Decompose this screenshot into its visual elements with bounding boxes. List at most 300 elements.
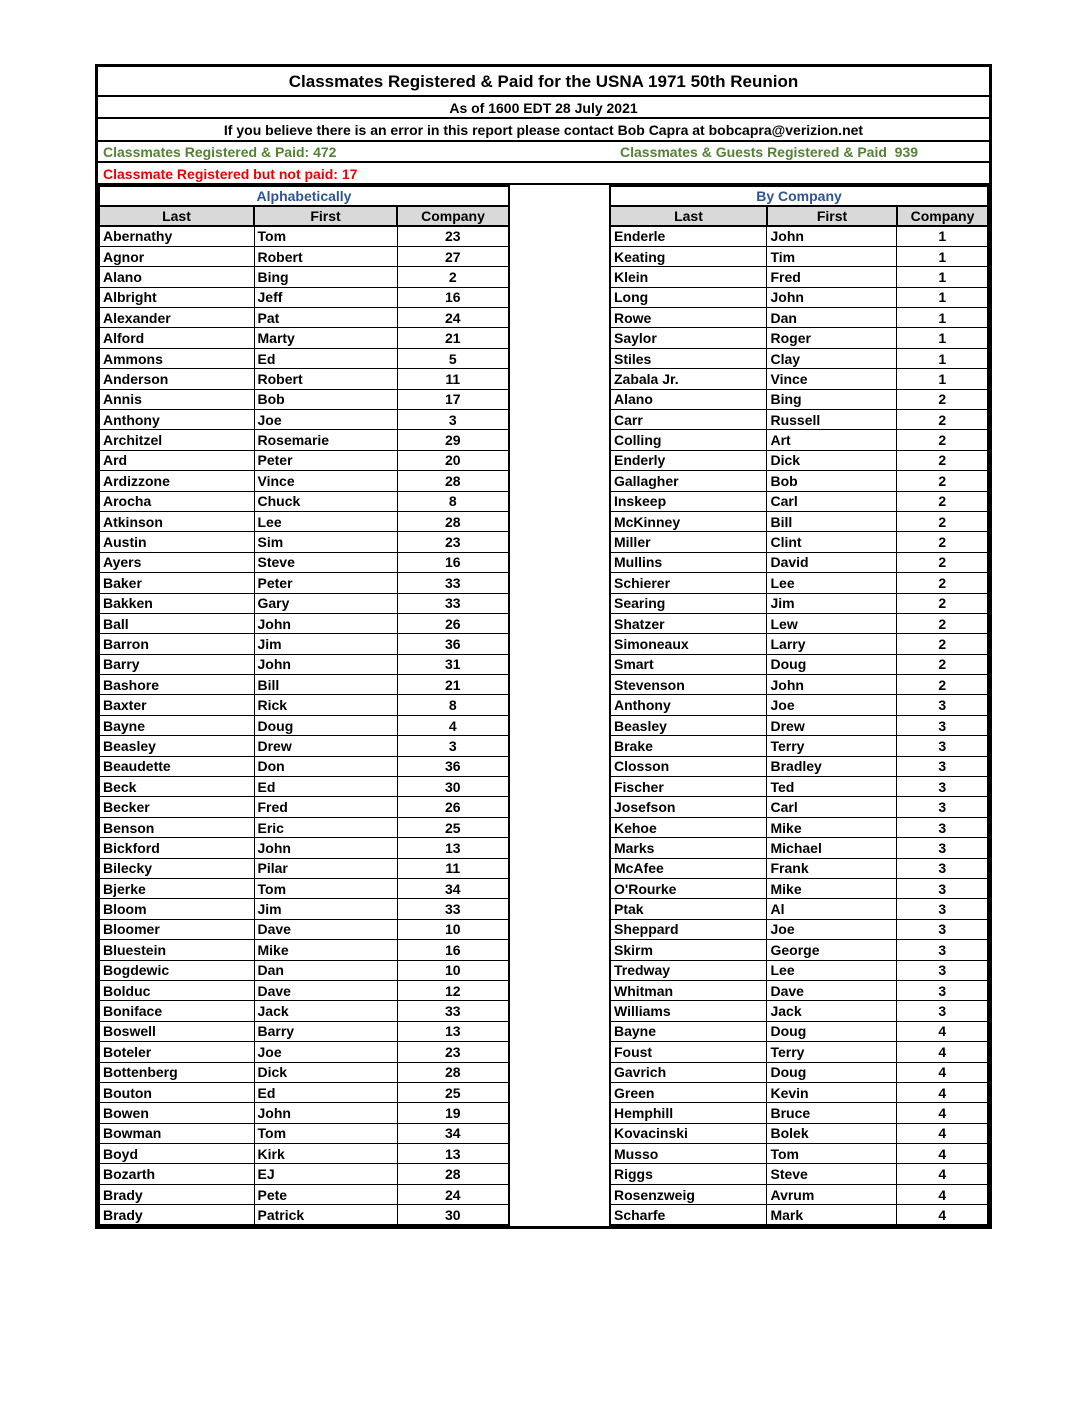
- first-name-cell: Ed: [254, 777, 397, 797]
- company-number-cell: 23: [397, 532, 509, 552]
- column-header-last: Last: [99, 206, 254, 226]
- company-number-cell: 33: [397, 573, 509, 593]
- company-number-cell: 3: [397, 736, 509, 756]
- table-row: [99, 797, 509, 817]
- last-name-cell: Tredway: [610, 960, 767, 980]
- table-row: [610, 1021, 988, 1041]
- first-name-cell: Mike: [254, 940, 397, 960]
- table-row: [610, 1144, 988, 1164]
- first-name-cell: Steve: [254, 552, 397, 572]
- company-number-cell: 23: [397, 1042, 509, 1062]
- last-name-cell: Stevenson: [610, 675, 767, 695]
- table-row: [99, 919, 509, 939]
- table-row: [99, 858, 509, 878]
- last-name-cell: Miller: [610, 532, 767, 552]
- company-number-cell: 19: [397, 1103, 509, 1123]
- table-row: [99, 960, 509, 980]
- table-row: [610, 226, 988, 246]
- table-row: [610, 348, 988, 368]
- column-header-first: First: [254, 206, 397, 226]
- first-name-cell: Kirk: [254, 1144, 397, 1164]
- first-name-cell: John: [254, 654, 397, 674]
- last-name-cell: Alexander: [99, 308, 254, 328]
- company-number-cell: 2: [897, 511, 988, 531]
- last-name-cell: Bakken: [99, 593, 254, 613]
- last-name-cell: McKinney: [610, 511, 767, 531]
- last-name-cell: Austin: [99, 532, 254, 552]
- company-number-cell: 25: [397, 1082, 509, 1102]
- last-name-cell: Saylor: [610, 328, 767, 348]
- table-row: [99, 1021, 509, 1041]
- company-number-cell: 2: [897, 634, 988, 654]
- first-name-cell: Terry: [767, 736, 897, 756]
- first-name-cell: Bob: [767, 471, 897, 491]
- first-name-cell: Tom: [254, 879, 397, 899]
- first-name-cell: David: [767, 552, 897, 572]
- company-number-cell: 24: [397, 1184, 509, 1204]
- first-name-cell: John: [767, 226, 897, 246]
- first-name-cell: Bill: [767, 511, 897, 531]
- first-name-cell: Joe: [767, 919, 897, 939]
- table-row: [610, 450, 988, 470]
- company-number-cell: 1: [897, 267, 988, 287]
- company-number-cell: 31: [397, 654, 509, 674]
- last-name-cell: Benson: [99, 817, 254, 837]
- table-row: [99, 226, 509, 246]
- table-row: [610, 919, 988, 939]
- column-header-company: Company: [397, 206, 509, 226]
- company-number-cell: 10: [397, 919, 509, 939]
- last-name-cell: Simoneaux: [610, 634, 767, 654]
- last-name-cell: Becker: [99, 797, 254, 817]
- company-number-cell: 3: [897, 980, 988, 1000]
- company-number-cell: 2: [897, 613, 988, 633]
- company-number-cell: 2: [897, 430, 988, 450]
- company-number-cell: 2: [897, 675, 988, 695]
- company-number-cell: 1: [897, 226, 988, 246]
- first-name-cell: Lee: [767, 960, 897, 980]
- first-name-cell: Peter: [254, 573, 397, 593]
- table-row: [610, 1184, 988, 1204]
- last-name-cell: Ammons: [99, 348, 254, 368]
- company-number-cell: 3: [897, 736, 988, 756]
- company-number-cell: 4: [897, 1082, 988, 1102]
- table-row: [99, 838, 509, 858]
- last-name-cell: Baker: [99, 573, 254, 593]
- company-number-cell: 1: [897, 369, 988, 389]
- company-number-cell: 11: [397, 369, 509, 389]
- company-number-cell: 28: [397, 1164, 509, 1184]
- table-row: [99, 593, 509, 613]
- company-number-cell: 4: [897, 1103, 988, 1123]
- company-number-cell: 17: [397, 389, 509, 409]
- company-number-cell: 1: [897, 246, 988, 266]
- last-name-cell: Brady: [99, 1184, 254, 1204]
- registered-not-paid-count: Classmate Registered but not paid: 17: [103, 166, 358, 182]
- company-number-cell: 3: [897, 797, 988, 817]
- table-row: [610, 410, 988, 430]
- column-header-last: Last: [610, 206, 767, 226]
- company-number-cell: 3: [897, 756, 988, 776]
- table-row: [99, 1205, 509, 1225]
- first-name-cell: Gary: [254, 593, 397, 613]
- first-name-cell: Bing: [767, 389, 897, 409]
- alphabetical-table: [98, 185, 510, 1226]
- last-name-cell: Bjerke: [99, 879, 254, 899]
- first-name-cell: Lee: [254, 511, 397, 531]
- company-number-cell: 4: [897, 1062, 988, 1082]
- first-name-cell: Dave: [767, 980, 897, 1000]
- last-name-cell: Bozarth: [99, 1164, 254, 1184]
- last-name-cell: Abernathy: [99, 226, 254, 246]
- as-of-timestamp: As of 1600 EDT 28 July 2021: [98, 97, 989, 119]
- table-row: [99, 817, 509, 837]
- table-row: [99, 532, 509, 552]
- last-name-cell: Whitman: [610, 980, 767, 1000]
- table-row: [99, 1123, 509, 1143]
- table-row: [610, 879, 988, 899]
- company-number-cell: 2: [897, 450, 988, 470]
- company-number-cell: 3: [897, 777, 988, 797]
- table-row: [610, 389, 988, 409]
- table-row: [99, 369, 509, 389]
- company-number-cell: 24: [397, 308, 509, 328]
- first-name-cell: Kevin: [767, 1082, 897, 1102]
- company-number-cell: 2: [897, 532, 988, 552]
- last-name-cell: Architzel: [99, 430, 254, 450]
- table-row: [610, 695, 988, 715]
- table-row: [99, 573, 509, 593]
- first-name-cell: Drew: [254, 736, 397, 756]
- table-row: [99, 879, 509, 899]
- table-row: [99, 1103, 509, 1123]
- last-name-cell: Rosenzweig: [610, 1184, 767, 1204]
- company-number-cell: 21: [397, 675, 509, 695]
- last-name-cell: Enderly: [610, 450, 767, 470]
- table-row: [99, 287, 509, 307]
- first-name-cell: EJ: [254, 1164, 397, 1184]
- first-name-cell: Drew: [767, 715, 897, 735]
- company-number-cell: 8: [397, 491, 509, 511]
- table-row: [610, 532, 988, 552]
- company-number-cell: 30: [397, 1205, 509, 1225]
- first-name-cell: Pat: [254, 308, 397, 328]
- company-number-cell: 2: [897, 573, 988, 593]
- company-number-cell: 20: [397, 450, 509, 470]
- last-name-cell: Alano: [610, 389, 767, 409]
- last-name-cell: Kehoe: [610, 817, 767, 837]
- first-name-cell: John: [254, 838, 397, 858]
- company-number-cell: 13: [397, 1144, 509, 1164]
- table-row: [99, 328, 509, 348]
- last-name-cell: Bickford: [99, 838, 254, 858]
- last-name-cell: Bayne: [99, 715, 254, 735]
- first-name-cell: Bruce: [767, 1103, 897, 1123]
- last-name-cell: Bloom: [99, 899, 254, 919]
- first-name-cell: Russell: [767, 410, 897, 430]
- company-number-cell: 2: [897, 552, 988, 572]
- company-number-cell: 2: [897, 410, 988, 430]
- last-name-cell: Arocha: [99, 491, 254, 511]
- first-name-cell: Roger: [767, 328, 897, 348]
- first-name-cell: Dick: [767, 450, 897, 470]
- table-row: [610, 654, 988, 674]
- company-number-cell: 28: [397, 1062, 509, 1082]
- classmates-guests-paid-count: Classmates & Guests Registered & Paid 939: [620, 144, 919, 160]
- first-name-cell: Doug: [767, 1062, 897, 1082]
- last-name-cell: Bluestein: [99, 940, 254, 960]
- table-row: [610, 1205, 988, 1225]
- table-row: [610, 838, 988, 858]
- last-name-cell: Alford: [99, 328, 254, 348]
- first-name-cell: Avrum: [767, 1184, 897, 1204]
- last-name-cell: Riggs: [610, 1164, 767, 1184]
- last-name-cell: Boswell: [99, 1021, 254, 1041]
- table-row: [610, 1042, 988, 1062]
- last-name-cell: Foust: [610, 1042, 767, 1062]
- company-number-cell: 25: [397, 817, 509, 837]
- last-name-cell: Ptak: [610, 899, 767, 919]
- company-number-cell: 3: [897, 1001, 988, 1021]
- last-name-cell: Albright: [99, 287, 254, 307]
- last-name-cell: Klein: [610, 267, 767, 287]
- first-name-cell: Jim: [767, 593, 897, 613]
- last-name-cell: Bilecky: [99, 858, 254, 878]
- last-name-cell: Boteler: [99, 1042, 254, 1062]
- last-name-cell: Schierer: [610, 573, 767, 593]
- last-name-cell: Barry: [99, 654, 254, 674]
- first-name-cell: Jack: [767, 1001, 897, 1021]
- table-row: [99, 511, 509, 531]
- table-row: [99, 1042, 509, 1062]
- company-number-cell: 11: [397, 858, 509, 878]
- company-number-cell: 28: [397, 471, 509, 491]
- company-number-cell: 16: [397, 287, 509, 307]
- company-number-cell: 28: [397, 511, 509, 531]
- company-number-cell: 34: [397, 1123, 509, 1143]
- table-row: [99, 736, 509, 756]
- first-name-cell: Bob: [254, 389, 397, 409]
- company-number-cell: 4: [897, 1205, 988, 1225]
- table-gap-column: [510, 185, 609, 1226]
- last-name-cell: Alano: [99, 267, 254, 287]
- last-name-cell: Inskeep: [610, 491, 767, 511]
- table-row: [610, 899, 988, 919]
- company-number-cell: 2: [897, 654, 988, 674]
- first-name-cell: Mike: [767, 879, 897, 899]
- first-name-cell: Tom: [254, 1123, 397, 1143]
- first-name-cell: Rosemarie: [254, 430, 397, 450]
- table-row: [99, 1184, 509, 1204]
- first-name-cell: Pilar: [254, 858, 397, 878]
- first-name-cell: Jim: [254, 899, 397, 919]
- table-row: [99, 471, 509, 491]
- last-name-cell: Josefson: [610, 797, 767, 817]
- company-number-cell: 3: [397, 410, 509, 430]
- first-name-cell: Dan: [767, 308, 897, 328]
- report-sheet: [95, 64, 992, 1229]
- first-name-cell: George: [767, 940, 897, 960]
- last-name-cell: Searing: [610, 593, 767, 613]
- alphabetical-table-body: [99, 226, 509, 1225]
- last-name-cell: Barron: [99, 634, 254, 654]
- table-row: [610, 471, 988, 491]
- company-number-cell: 26: [397, 613, 509, 633]
- company-number-cell: 4: [897, 1042, 988, 1062]
- table-row: [610, 858, 988, 878]
- company-number-cell: 2: [897, 593, 988, 613]
- last-name-cell: Fischer: [610, 777, 767, 797]
- table-row: [610, 491, 988, 511]
- company-number-cell: 1: [897, 308, 988, 328]
- column-header-row: [99, 206, 509, 226]
- company-number-cell: 29: [397, 430, 509, 450]
- last-name-cell: Keating: [610, 246, 767, 266]
- table-row: [610, 308, 988, 328]
- last-name-cell: Bolduc: [99, 980, 254, 1000]
- page-title: Classmates Registered & Paid for the USNA 1971 50th Reunion: [98, 67, 989, 97]
- first-name-cell: Vince: [767, 369, 897, 389]
- first-name-cell: Steve: [767, 1164, 897, 1184]
- first-name-cell: Peter: [254, 450, 397, 470]
- last-name-cell: Musso: [610, 1144, 767, 1164]
- table-row: [99, 695, 509, 715]
- first-name-cell: Bradley: [767, 756, 897, 776]
- first-name-cell: Jim: [254, 634, 397, 654]
- first-name-cell: Clay: [767, 348, 897, 368]
- table-row: [610, 430, 988, 450]
- company-number-cell: 34: [397, 879, 509, 899]
- last-name-cell: Hemphill: [610, 1103, 767, 1123]
- column-header-company: Company: [897, 206, 988, 226]
- first-name-cell: Lee: [767, 573, 897, 593]
- company-number-cell: 3: [897, 838, 988, 858]
- table-row: [610, 267, 988, 287]
- last-name-cell: Rowe: [610, 308, 767, 328]
- first-name-cell: Eric: [254, 817, 397, 837]
- last-name-cell: Bowen: [99, 1103, 254, 1123]
- last-name-cell: Beaudette: [99, 756, 254, 776]
- company-number-cell: 23: [397, 226, 509, 246]
- company-number-cell: 33: [397, 593, 509, 613]
- table-row: [610, 634, 988, 654]
- table-row: [610, 328, 988, 348]
- table-row: [99, 389, 509, 409]
- company-number-cell: 2: [897, 471, 988, 491]
- company-number-cell: 4: [897, 1184, 988, 1204]
- first-name-cell: Mark: [767, 1205, 897, 1225]
- last-name-cell: Annis: [99, 389, 254, 409]
- last-name-cell: Boyd: [99, 1144, 254, 1164]
- last-name-cell: Long: [610, 287, 767, 307]
- table-row: [99, 430, 509, 450]
- last-name-cell: Bowman: [99, 1123, 254, 1143]
- last-name-cell: Scharfe: [610, 1205, 767, 1225]
- company-number-cell: 10: [397, 960, 509, 980]
- last-name-cell: McAfee: [610, 858, 767, 878]
- last-name-cell: Brake: [610, 736, 767, 756]
- table-row: [99, 899, 509, 919]
- table-row: [99, 1144, 509, 1164]
- paid-stats-row: [98, 142, 989, 163]
- last-name-cell: Ball: [99, 613, 254, 633]
- company-number-cell: 3: [897, 858, 988, 878]
- table-row: [610, 817, 988, 837]
- last-name-cell: Brady: [99, 1205, 254, 1225]
- last-name-cell: Bayne: [610, 1021, 767, 1041]
- first-name-cell: Larry: [767, 634, 897, 654]
- first-name-cell: John: [767, 675, 897, 695]
- company-number-cell: 3: [897, 940, 988, 960]
- company-number-cell: 3: [897, 695, 988, 715]
- alphabetical-table-title: Alphabetically: [99, 186, 509, 206]
- last-name-cell: Stiles: [610, 348, 767, 368]
- first-name-cell: John: [254, 1103, 397, 1123]
- last-name-cell: Ard: [99, 450, 254, 470]
- company-number-cell: 4: [897, 1021, 988, 1041]
- table-row: [610, 511, 988, 531]
- company-number-cell: 36: [397, 634, 509, 654]
- last-name-cell: O'Rourke: [610, 879, 767, 899]
- company-number-cell: 2: [397, 267, 509, 287]
- first-name-cell: Doug: [767, 654, 897, 674]
- table-title-row: [610, 186, 988, 206]
- last-name-cell: Anthony: [99, 410, 254, 430]
- first-name-cell: Al: [767, 899, 897, 919]
- first-name-cell: John: [254, 613, 397, 633]
- first-name-cell: Sim: [254, 532, 397, 552]
- last-name-cell: Bottenberg: [99, 1062, 254, 1082]
- company-number-cell: 16: [397, 940, 509, 960]
- last-name-cell: Marks: [610, 838, 767, 858]
- table-row: [610, 246, 988, 266]
- last-name-cell: Anthony: [610, 695, 767, 715]
- company-number-cell: 4: [397, 715, 509, 735]
- table-row: [99, 410, 509, 430]
- table-row: [610, 1164, 988, 1184]
- table-row: [99, 450, 509, 470]
- company-number-cell: 3: [897, 960, 988, 980]
- first-name-cell: Pete: [254, 1184, 397, 1204]
- error-contact-note: If you believe there is an error in this report please contact Bob Capra at bobcapra@verizion.net: [98, 119, 989, 142]
- last-name-cell: Skirm: [610, 940, 767, 960]
- table-row: [99, 267, 509, 287]
- company-number-cell: 30: [397, 777, 509, 797]
- first-name-cell: Don: [254, 756, 397, 776]
- last-name-cell: Bloomer: [99, 919, 254, 939]
- last-name-cell: Gavrich: [610, 1062, 767, 1082]
- table-row: [99, 777, 509, 797]
- not-paid-row: [98, 163, 989, 185]
- last-name-cell: Smart: [610, 654, 767, 674]
- company-number-cell: 26: [397, 797, 509, 817]
- company-number-cell: 33: [397, 899, 509, 919]
- table-row: [610, 777, 988, 797]
- first-name-cell: Tom: [254, 226, 397, 246]
- company-number-cell: 27: [397, 246, 509, 266]
- first-name-cell: Fred: [767, 267, 897, 287]
- table-row: [610, 756, 988, 776]
- company-number-cell: 36: [397, 756, 509, 776]
- last-name-cell: Boniface: [99, 1001, 254, 1021]
- company-number-cell: 4: [897, 1123, 988, 1143]
- first-name-cell: Dave: [254, 919, 397, 939]
- last-name-cell: Beasley: [610, 715, 767, 735]
- first-name-cell: Fred: [254, 797, 397, 817]
- first-name-cell: Carl: [767, 491, 897, 511]
- first-name-cell: Barry: [254, 1021, 397, 1041]
- last-name-cell: Beck: [99, 777, 254, 797]
